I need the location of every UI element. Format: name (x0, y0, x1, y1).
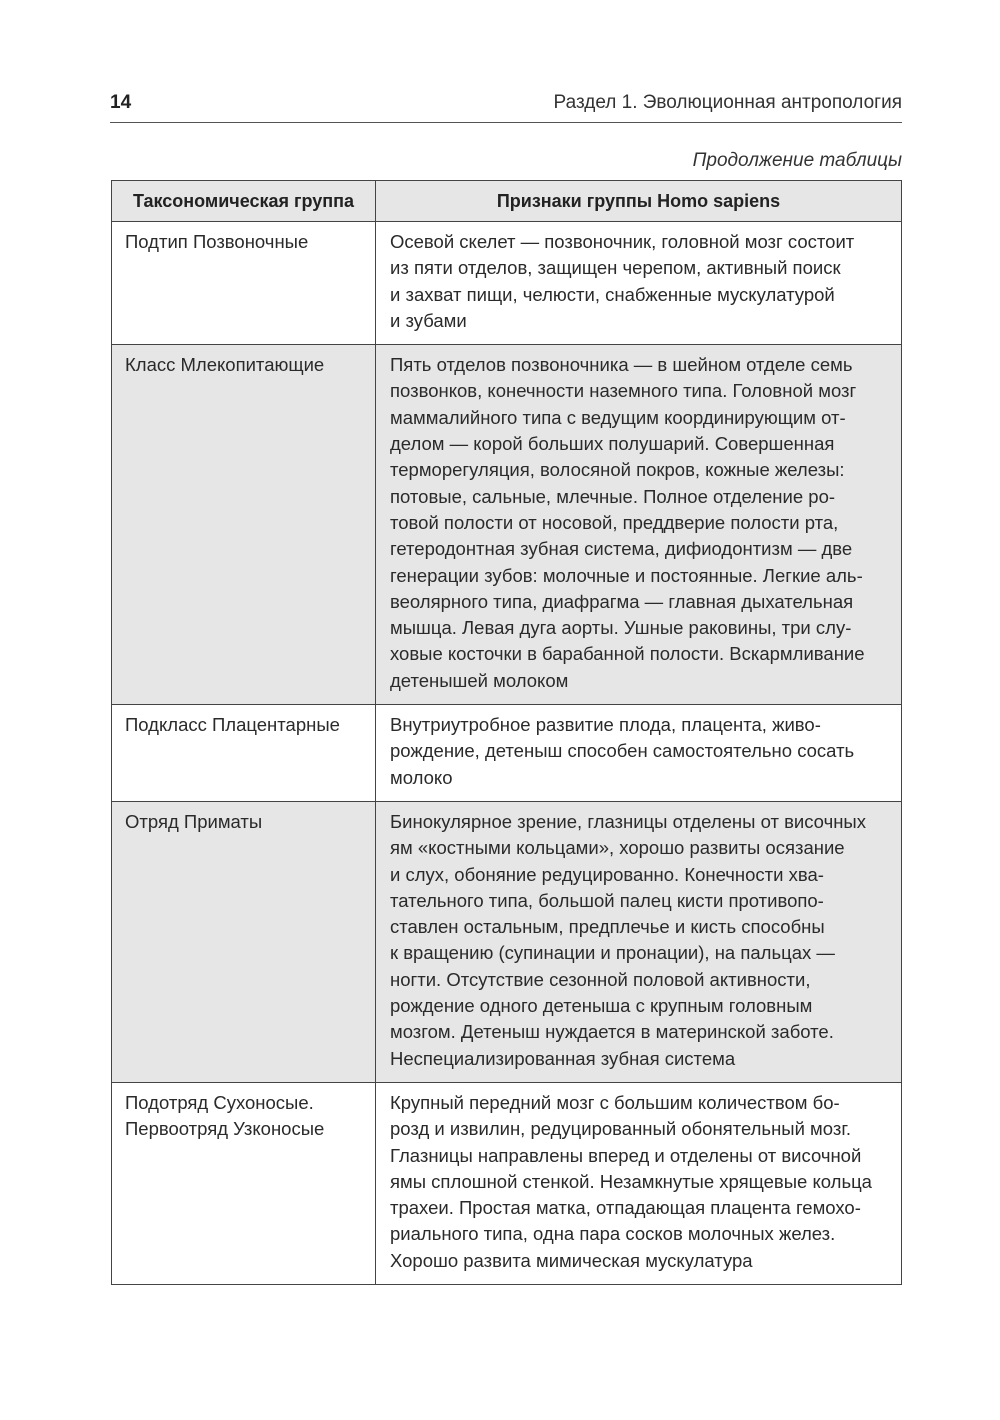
running-title: Раздел 1. Эволюционная антропология (553, 92, 902, 113)
group-line: Подкласс Плацентарные (125, 714, 340, 736)
traits-line: позвонков, конечности наземного типа. Головной мозг (390, 380, 857, 402)
traits-line: ховые косточки в барабанной полости. Вскармливание (390, 643, 865, 665)
traits-line: Глазницы направлены вперед и отделены от височной (390, 1144, 862, 1166)
column-header-group: Таксономическая группа (112, 181, 376, 222)
traits-line: мозгом. Детеныш нуждается в материнской заботе. (390, 1021, 834, 1043)
taxonomy-table (111, 180, 902, 1285)
group-cell (112, 345, 376, 705)
traits-line: трахеи. Простая матка, отпадающая плацента гемохо- (390, 1197, 861, 1219)
traits-line: Бинокулярное зрение, глазницы отделены от височных (390, 810, 866, 832)
traits-cell (376, 222, 902, 345)
traits-cell (376, 345, 902, 705)
traits-line: мышца. Левая дуга аорты. Ушные раковины, три слу- (390, 617, 852, 639)
group-line: Отряд Приматы (125, 810, 263, 832)
traits-line: веолярного типа, диафрагма — главная дыхательная (390, 590, 854, 612)
table-row (112, 222, 902, 345)
traits-line: Внутриутробное развитие плода, плацента, живо- (390, 714, 821, 736)
traits-line: потовые, сальные, млечные. Полное отделение ро- (390, 485, 836, 507)
table-row (112, 345, 902, 705)
traits-line: ногти. Отсутствие сезонной половой активности, (390, 968, 811, 990)
table-header-row (112, 181, 902, 222)
page-number: 14 (110, 92, 132, 113)
traits-line: делом — корой больших полушарий. Совершенная (390, 433, 835, 455)
table-row (112, 1082, 902, 1284)
traits-line: рождение, детеныш способен самостоятельно сосать (390, 740, 855, 762)
column-header-traits: Признаки группы Homo sapiens (376, 181, 902, 222)
traits-cell (376, 1082, 902, 1284)
traits-line: тательного типа, большой палец кисти противопо- (390, 889, 824, 911)
traits-cell (376, 801, 902, 1082)
traits-line: Осевой скелет — позвоночник, головной мозг состоит (390, 231, 855, 252)
group-line: Класс Млекопитающие (125, 354, 325, 376)
traits-line: и захват пищи, челюсти, снабженные мускулатурой (390, 283, 835, 305)
table-row (112, 801, 902, 1082)
traits-line: товой полости от носовой, преддверие полости рта, (390, 511, 839, 533)
group-cell (112, 801, 376, 1082)
traits-line: Неспециализированная зубная система (390, 1047, 736, 1069)
group-line: Подотряд Сухоносые. (125, 1091, 314, 1113)
traits-line: риального типа, одна пара сосков молочных желез. (390, 1223, 836, 1245)
group-cell (112, 222, 376, 345)
traits-line: к вращению (супинации и пронации), на пальцах — (390, 942, 835, 964)
traits-line: рождение одного детеныша с крупным головным (390, 995, 813, 1017)
traits-line: детенышей молоком (390, 669, 569, 691)
page-header (110, 90, 902, 123)
traits-line: ямы сплошной стенкой. Незамкнутые хрящевые кольца (390, 1170, 872, 1192)
traits-line: из пяти отделов, защищен черепом, активный поиск (390, 257, 841, 279)
traits-line: ставлен остальным, предплечье и кисть способны (390, 916, 825, 938)
group-line: Подтип Позвоночные (125, 231, 309, 252)
traits-line: розд и извилин, редуцированный обонятельный мозг. (390, 1118, 851, 1140)
traits-line: Пять отделов позвоночника — в шейном отделе семь (390, 354, 853, 376)
traits-line: Крупный передний мозг с большим количеством бо- (390, 1091, 840, 1113)
traits-line: Хорошо развита мимическая мускулатура (390, 1249, 753, 1271)
traits-line: и зубами (390, 309, 467, 331)
group-cell (112, 1082, 376, 1284)
group-line: Первоотряд Узконосые (125, 1118, 325, 1140)
table-row (112, 705, 902, 802)
traits-line: терморегуляция, волосяной покров, кожные железы: (390, 459, 845, 481)
traits-line: маммалийного типа с ведущим координирующим от- (390, 406, 846, 428)
traits-line: гетеродонтная зубная система, дифиодонтизм — две (390, 538, 853, 560)
traits-cell (376, 705, 902, 802)
traits-line: генерации зубов: молочные и постоянные. Легкие аль- (390, 564, 863, 586)
table-continuation-label: Продолжение таблицы (692, 150, 902, 171)
traits-line: и слух, обоняние редуцированно. Конечности хва- (390, 863, 824, 885)
traits-line: ям «костными кольцами», хорошо развиты осязание (390, 837, 845, 859)
group-cell (112, 705, 376, 802)
traits-line: молоко (390, 766, 453, 788)
